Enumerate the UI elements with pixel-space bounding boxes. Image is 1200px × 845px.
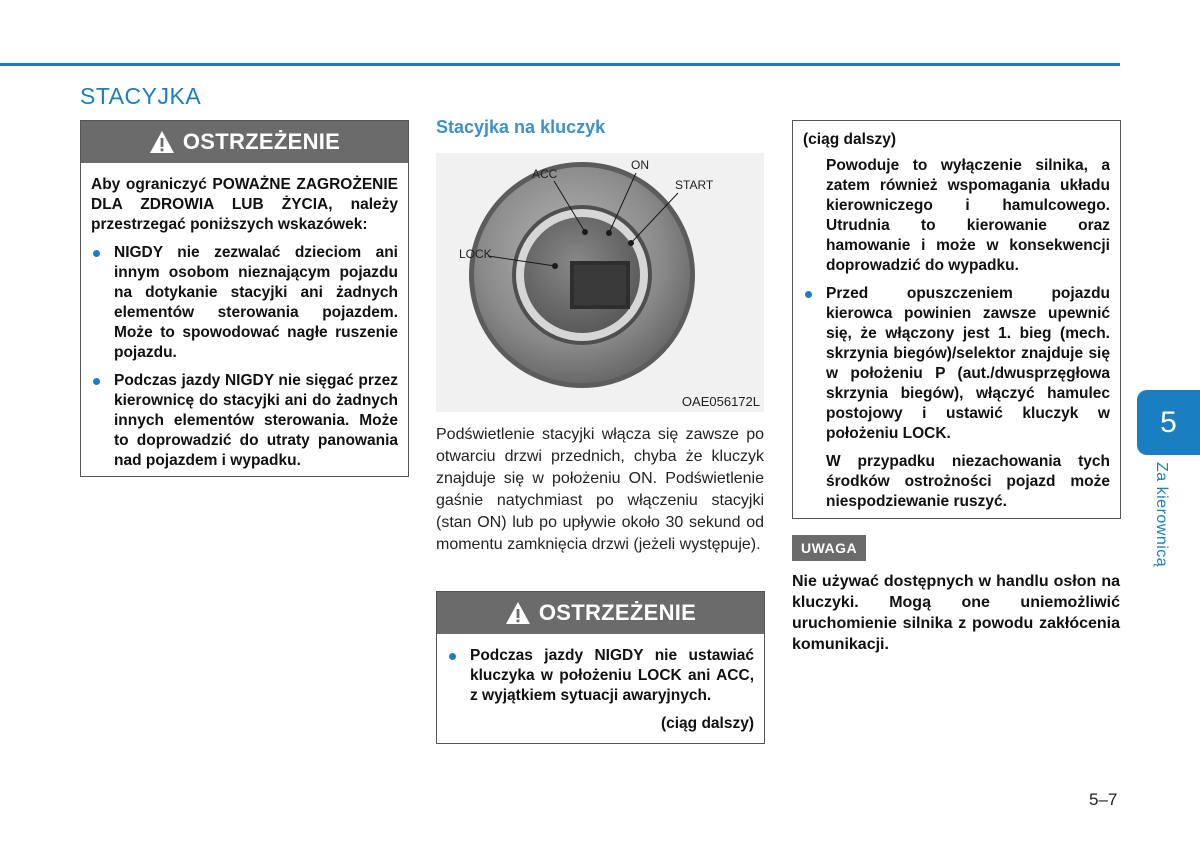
- label-start: START: [675, 178, 714, 192]
- continuation-body: [793, 121, 1120, 512]
- continuation-list: [803, 284, 1110, 444]
- warning-triangle-icon: [149, 130, 175, 154]
- warning-body-1: [81, 163, 408, 489]
- continuation-paragraph-2: W przypadku niezachowania tych środków ostrożności pojazd może niespodziewanie ruszyć.: [826, 453, 1110, 510]
- page-number: 5–7: [1089, 790, 1118, 809]
- chapter-tab[interactable]: [1137, 390, 1200, 455]
- warning-triangle-icon: [505, 601, 531, 625]
- body-paragraph: Podświetlenie stacyjki włącza się zawsze po otwarciu drzwi przednich, chyba że kluczyk znajduje się w położeniu ON. Podświetlenie gaśnie natychmiast po włączeniu stacyjki (stan ON) lub po upływie około 30 sekund od momentu zamknięcia drzwi (jeżeli występuje).: [436, 426, 764, 553]
- warning-list-2: [447, 646, 754, 706]
- warning-list-1: [91, 243, 398, 471]
- warning-box-2: [436, 591, 765, 744]
- warning-title-2: OSTRZEŻENIE: [538, 600, 697, 625]
- continuation-paragraph-1: Powoduje to wyłączenie silnika, a zatem również wspomagania układu kierowniczego i hamulcowego. Utrudnia to kierowanie oraz hamowanie i może w konsekwencji doprowadzić do wypadku.: [826, 157, 1110, 274]
- ignition-switch-illustration: [436, 153, 764, 412]
- continuation-label: (ciąg dalszy): [803, 131, 897, 148]
- note-text: Nie używać dostępnych w handlu osłon na kluczyki. Mogą one uniemożliwić uruchomienie silnika z powodu zakłócenia komunikacji.: [792, 573, 1120, 653]
- warning-header-2: [437, 592, 764, 634]
- figure-code: OAE056172L: [681, 394, 760, 409]
- warning-intro: Aby ograniczyć POWAŻNE ZAGROŻENIE DLA ZDROWIA LUB ŻYCIA, należy przestrzegać poniższych wskazówek:: [91, 176, 398, 233]
- continuation-bullet: Przed opuszczeniem pojazdu kierowca powinien zawsze upewnić się, że włączony jest 1. bieg (mech. skrzynia biegów)/selektor znajduje się w położeniu P (aut./dwusprzęgłowa skrzynia biegów), włączyć hamulec postojowy i ustawić kluczyk w położeniu LOCK.: [803, 284, 1110, 444]
- label-acc: ACC: [532, 167, 558, 181]
- note-badge: UWAGA: [792, 535, 866, 561]
- warning-body-2: [437, 634, 764, 744]
- warning-bullet-2: Podczas jazdy NIGDY nie sięgać przez kierownicę do stacyjki ani do żadnych innych elementów sterowania. Może to doprowadzić do utraty panowania nad pojazdem i wypadku.: [91, 371, 398, 471]
- chapter-name: Za kierownicą: [1153, 462, 1170, 568]
- warning-box-1: [80, 120, 409, 477]
- label-on: ON: [631, 158, 649, 172]
- continued-note: (ciąg dalszy): [660, 715, 754, 732]
- label-lock: LOCK: [459, 247, 492, 261]
- section-title: STACYJKA: [80, 83, 202, 109]
- subsection-title: Stacyjka na kluczyk: [436, 117, 606, 137]
- top-rule: [0, 63, 1120, 66]
- chapter-number: 5: [1160, 405, 1177, 439]
- continuation-box: [792, 120, 1121, 519]
- warning-title-1: OSTRZEŻENIE: [182, 129, 341, 154]
- warning2-bullet-1: Podczas jazdy NIGDY nie ustawiać kluczyka w położeniu LOCK ani ACC, z wyjątkiem sytuacji awaryjnych.: [447, 646, 754, 706]
- warning-header-1: [81, 121, 408, 163]
- ignition-switch-figure: [436, 153, 764, 412]
- warning-bullet-1: NIGDY nie zezwalać dzieciom ani innym osobom nieznającym pojazdu na dotykanie stacyjki ani żadnych elementów sterowania pojazdem. Może to spowodować nagłe ruszenie pojazdu.: [91, 243, 398, 363]
